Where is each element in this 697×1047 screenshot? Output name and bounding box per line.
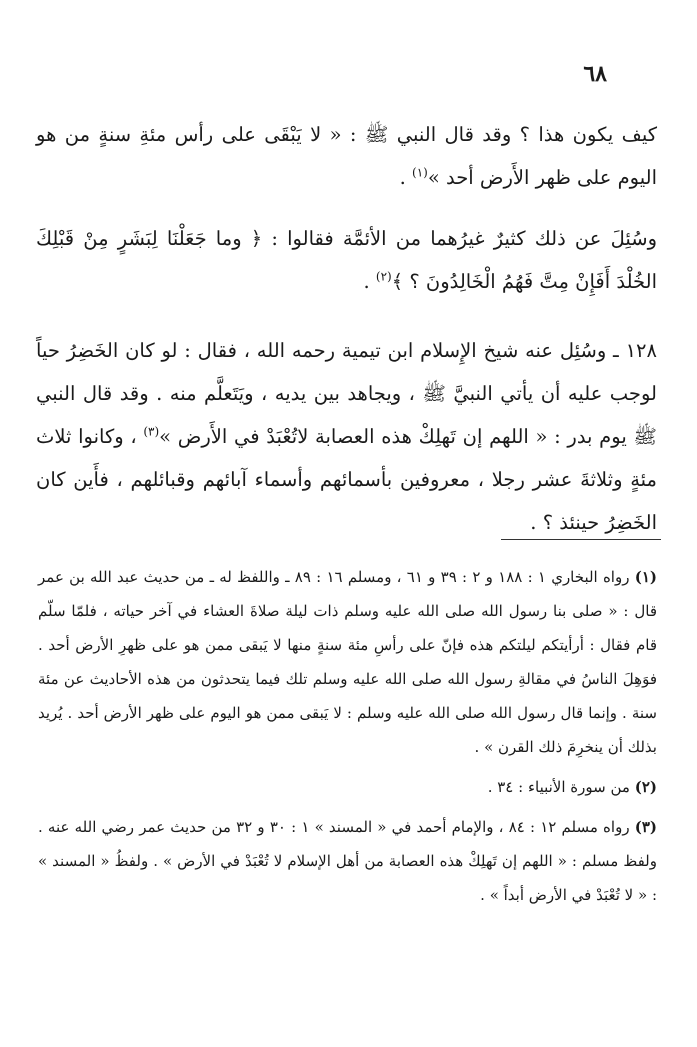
footnote-divider	[501, 539, 661, 540]
paragraph-3-tail: ، وكانوا ثلاث مئةٍ وثلاثةَ عشر رجلا ، معروفين بأسمائهم وأسماء آبائهم وقبائلهم ، فأَين كان الخَضِرُ حينئذ ؟ .	[36, 425, 657, 534]
footnote-ref-2[interactable]: (٢)	[375, 269, 392, 284]
paragraph-1-text: كيف يكون هذا ؟ وقد قال النبي ﷺ : « لا يَبْقَى على رأس مئةِ سنةٍ من هو اليوم على ظهر الأَرض أحد »	[36, 123, 657, 189]
footnote-2	[38, 770, 657, 804]
paragraph-1-tail: .	[399, 166, 412, 189]
footnote-3-text: رواه مسلم ١٢ : ٨٤ ، والإمام أحمد في « المسند » ١ : ٣٠ و ٣٢ من حديث عمر رضي الله عنه . ولفظ مسلم : « اللهم إن تَهلِكْ هذه العصابة من أهل الإسلام لا تُعْبَدْ في الأرض » . ولفظُ « المسند » : « لا تُعْبَدْ في الأرض أبداً » .	[38, 818, 657, 904]
paragraph-2	[36, 217, 657, 303]
footnote-3	[38, 810, 657, 912]
paragraph-2-tail: .	[363, 270, 376, 293]
page-number: ٦٨	[583, 61, 607, 87]
paragraph-3-text: ١٢٨ ـ وسُئِل عنه شيخ الإِسلام ابن تيمية رحمه الله ، فقال : لو كان الخَضِرُ حياً لوجب عليه أن يأتي النبيَّ ﷺ ، ويجاهد بين يديه ، ويَتَعلَّم منه . وقد قال النبي ﷺ يوم بدر : « اللهم إن تَهلِكْ هذه العصابة لاتُعْبَدْ في الأَرض »	[36, 339, 657, 448]
footnote-1-number: (١)	[634, 568, 657, 586]
footnote-2-number: (٢)	[634, 778, 657, 796]
footnote-ref-1[interactable]: (١)	[412, 165, 428, 180]
footnote-1	[38, 560, 657, 764]
paragraph-1	[36, 113, 657, 199]
main-text	[36, 113, 657, 570]
footnotes	[38, 560, 657, 918]
footnote-ref-3[interactable]: (٣)	[143, 424, 160, 439]
footnote-2-text: من سورة الأنبياء : ٣٤ .	[487, 778, 630, 796]
paragraph-2-text: وسُئِلَ عن ذلك كثيرٌ غيرُهما من الأئمَّة فقالوا : ﴿ وما جَعَلْنَا لِبَشَرٍ مِنْ قَبْلِكَ الخُلْدَ أَفَإِنْ مِتَّ فَهُمُ الْخَالِدُونَ ؟ ﴾	[36, 227, 657, 293]
footnote-1-text: رواه البخاري ١ : ١٨٨ و ٢ : ٣٩ و ٦١ ، ومسلم ١٦ : ٨٩ ـ واللفظ له ـ من حديث عبد الله بن عمر قال : « صلى بنا رسول الله صلى الله عليه وسلم ذات ليلة صلاةَ العشاء في آخر حياته ، فلمّا سلّم قام فقال : أرأيتكم ليلتكم هذه فإنّ على رأسِ مئة سنةٍ منها لا يَبقى ممن هو على ظهرِ الأرض أحد . فوَهِلَ الناسُ في مقالةِ رسول الله صلى الله عليه وسلم تلك فيما يتحدثون من هذه الأحاديث عن مئة سنة . وإنما قال رسول الله صلى الله عليه وسلم : لا يَبقى ممن هو اليوم على ظهر الأرض أحد . يُريد بذلك أن ينخرِمَ ذلك القرن » .	[38, 568, 657, 756]
paragraph-3	[36, 329, 657, 544]
footnote-3-number: (٣)	[634, 818, 658, 836]
